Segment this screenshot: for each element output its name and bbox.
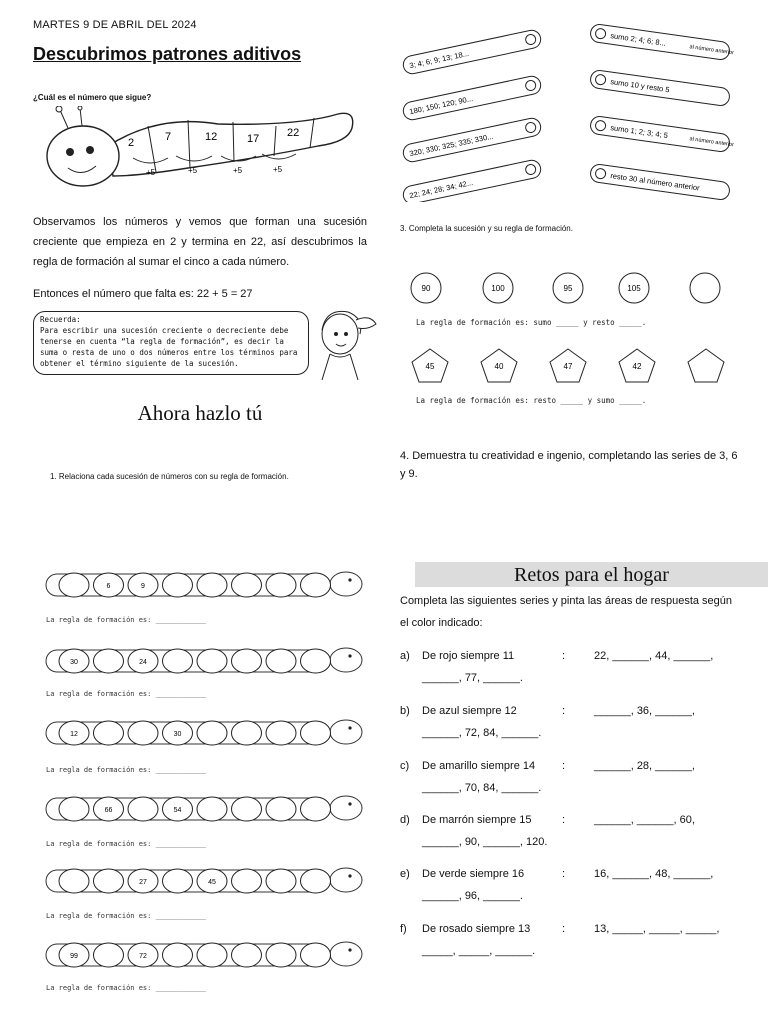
rule-text: sumo 10 y resto 5	[609, 77, 671, 95]
worm-5	[42, 862, 366, 902]
animal-eye	[348, 948, 351, 951]
retos-exercise	[400, 755, 745, 799]
caterpillar-number: 2	[128, 137, 135, 149]
sequence-text: 3; 4; 6; 9; 13; 18...	[408, 48, 470, 71]
worm-circle	[266, 869, 296, 893]
worm-circle	[94, 943, 124, 967]
worm-circle	[301, 797, 331, 821]
recuerda-title: Recuerda:	[40, 315, 81, 324]
worm-circle	[197, 721, 227, 745]
worm-circle	[266, 943, 296, 967]
exercise-line-2: ______, 72, 84, ______.	[422, 727, 542, 739]
circle-value: 105	[627, 284, 641, 293]
worm-circle	[163, 649, 193, 673]
worm-circle	[232, 943, 262, 967]
rule-text: resto 30 al número anterior	[609, 171, 701, 193]
worm-rule: La regla de formación es: ____________	[46, 616, 207, 624]
exercise-name: De amarillo siempre 14	[422, 760, 536, 772]
worm-circle	[266, 649, 296, 673]
exercise-letter: e)	[400, 868, 410, 880]
missing-number-text: Entonces el número que falta es: 22 + 5 = 27	[33, 288, 253, 300]
worm-circle	[59, 797, 89, 821]
pentagon-sequence	[412, 349, 724, 382]
rule-pill	[589, 69, 730, 106]
circle-rule: La regla de formación es: sumo _____ y resto _____.	[416, 318, 647, 327]
retos-exercise	[400, 863, 745, 907]
worm-circle	[197, 649, 227, 673]
worm-circle	[197, 797, 227, 821]
pentagon-value: 47	[563, 362, 573, 371]
caterpillar-number: 17	[247, 133, 260, 145]
animal-head-icon	[330, 868, 362, 892]
worm-rule: La regla de formación es: ____________	[46, 690, 207, 698]
worm-value: 66	[104, 807, 113, 814]
worm-circle	[197, 573, 227, 597]
exercise-line-2: ______, 90, ______, 120.	[422, 836, 548, 848]
worm-circle	[94, 649, 124, 673]
worm-4	[42, 790, 366, 830]
plus-label: +5	[233, 166, 243, 175]
animal-eye	[348, 874, 351, 877]
worm-value: 24	[139, 659, 147, 666]
girl-illustration	[312, 300, 382, 382]
exercise-4-instruction: 4. Demuestra tu creatividad e ingenio, completando las series de 3, 6 y 9.	[400, 450, 738, 480]
worm-circle	[301, 721, 331, 745]
worm-circle	[59, 869, 89, 893]
worm-value: 30	[70, 659, 78, 666]
worm-circle	[128, 797, 158, 821]
rule-subtext: al número anterior	[689, 44, 735, 57]
recuerda-bubble	[33, 311, 309, 375]
exercise-line-1: ______, ______, 60,	[594, 814, 695, 826]
sequence-text: 320; 330; 325; 335; 330...	[408, 131, 495, 159]
retos-exercise	[400, 645, 745, 689]
exercise-name: De azul siempre 12	[422, 705, 517, 717]
sequence-pill	[402, 75, 543, 122]
plus-label: +5	[273, 165, 283, 174]
exercise-letter: a)	[400, 650, 410, 662]
animal-head-icon	[330, 942, 362, 966]
worm-6	[42, 936, 366, 976]
worm-circle	[163, 573, 193, 597]
animal-eye	[348, 726, 351, 729]
exercise-name: De marrón siempre 15	[422, 814, 532, 826]
worm-circle	[94, 869, 124, 893]
worm-rule: La regla de formación es: ____________	[46, 840, 207, 848]
worm-value: 72	[139, 953, 147, 960]
rule-subtext: al número anterior	[689, 136, 735, 149]
exercise-letter: c)	[400, 760, 410, 772]
worm-circle	[301, 649, 331, 673]
worm-circle	[232, 797, 262, 821]
pentagon-value: 45	[425, 362, 435, 371]
exercise-letter: f)	[400, 923, 407, 935]
worm-rule: La regla de formación es: ____________	[46, 766, 207, 774]
question-label: ¿Cuál es el número que sigue?	[33, 93, 152, 102]
retos-exercise	[400, 809, 745, 853]
worm-value: 99	[70, 953, 78, 960]
exercise-line-2: _____, _____, ______.	[422, 945, 536, 957]
worm-circle	[266, 797, 296, 821]
sequence-pill	[402, 117, 543, 164]
animal-eye	[348, 654, 351, 657]
recuerda-text: Para escribir una sucesión creciente o decreciente debe tenerse en cuenta “la regla de formación”, es decir la suma o resta de uno o dos números entre los términos para obtener el término siguiente de la sucesión.	[40, 326, 298, 368]
pentagon-value: 42	[632, 362, 642, 371]
exercise-name: De rojo siempre 11	[422, 650, 515, 662]
worm-value: 54	[173, 807, 182, 814]
worm-circle	[59, 573, 89, 597]
exercise-colon: :	[562, 868, 566, 880]
worm-1	[42, 566, 366, 606]
exercise-line-1: ______, 36, ______,	[594, 705, 695, 717]
sequence-text: 22; 24; 28; 34; 42...	[408, 177, 474, 201]
plus-label: +5	[188, 166, 198, 175]
exercise-colon: :	[562, 650, 566, 662]
exercise-letter: b)	[400, 705, 410, 717]
rule-text: sumo 1; 2; 3; 4; 5	[609, 123, 669, 141]
plus-label: +5	[146, 168, 156, 177]
worm-3	[42, 714, 366, 754]
worm-circle	[301, 573, 331, 597]
worm-circle	[163, 869, 193, 893]
exercise-colon: :	[562, 760, 566, 772]
worm-circle	[163, 943, 193, 967]
worm-value: 27	[139, 879, 147, 886]
worm-value: 9	[141, 583, 145, 590]
exercise-line-1: 22, ______, 44, ______,	[594, 650, 714, 662]
animal-head-icon	[330, 648, 362, 672]
worm-circle	[232, 721, 262, 745]
circle-value: 100	[491, 284, 505, 293]
worm-circle	[266, 721, 296, 745]
circle-value: 95	[563, 284, 573, 293]
page-title: Descubrimos patrones aditivos	[33, 44, 302, 64]
worm-circle	[232, 869, 262, 893]
worm-value: 12	[70, 731, 78, 738]
worm-circle	[301, 869, 331, 893]
exercise-1-instruction: 1. Relaciona cada sucesión de números con su regla de formación.	[50, 472, 289, 481]
worm-circle	[128, 721, 158, 745]
worm-value: 30	[173, 731, 182, 738]
retos-intro: Completa las siguientes series y pinta las áreas de respuesta según el color indicado:	[400, 595, 733, 629]
sequence-pill	[402, 29, 543, 76]
pentagon-rule: La regla de formación es: resto _____ y sumo _____.	[416, 396, 647, 405]
sequence-pill	[402, 159, 543, 202]
retos-exercise	[400, 700, 745, 744]
pentagon-value: 40	[494, 362, 504, 371]
exercise-3-instruction: 3. Completa la sucesión y su regla de formación.	[400, 224, 573, 233]
exercise-line-2: ______, 70, 84, ______.	[422, 782, 542, 794]
rule-text: sumo 2; 4; 6; 8...	[609, 31, 667, 48]
retos-heading: Retos para el hogar	[415, 562, 768, 587]
circle-sequence	[411, 273, 720, 303]
caterpillar-illustration	[38, 106, 358, 194]
caterpillar-number: 22	[287, 127, 300, 139]
animal-eye	[348, 802, 351, 805]
worm-2	[42, 642, 366, 682]
animal-head-icon	[330, 572, 362, 596]
caterpillar-number: 7	[165, 131, 172, 143]
worm-value: 45	[208, 879, 216, 886]
worm-circle	[232, 573, 262, 597]
exercise-colon: :	[562, 814, 566, 826]
caterpillar-number: 12	[205, 131, 218, 143]
animal-eye	[348, 578, 351, 581]
worm-circle	[301, 943, 331, 967]
exercise-colon: :	[562, 923, 566, 935]
matching-pills	[398, 10, 743, 202]
exercise-name: De verde siempre 16	[422, 868, 525, 880]
animal-head-icon	[330, 720, 362, 744]
exercise-line-2: ______, 77, ______.	[422, 672, 523, 684]
explanation-text: Observamos los números y vemos que forman una sucesión creciente que empieza en 2 y termina en 22, así descubrimos la regla de formación al sumar el cinco a cada número.	[33, 216, 367, 268]
worm-circle	[94, 721, 124, 745]
exercise-line-1: ______, 28, ______,	[594, 760, 695, 772]
sequence-text: 180; 150; 120; 90...	[408, 93, 474, 117]
date-header: MARTES 9 DE ABRIL DEL 2024	[33, 19, 197, 31]
retos-exercise	[400, 918, 745, 962]
worm-rule: La regla de formación es: ____________	[46, 912, 207, 920]
sequence-circle-empty	[690, 273, 720, 303]
worm-rule: La regla de formación es: ____________	[46, 984, 207, 992]
rule-pill	[589, 115, 735, 153]
ahora-heading: Ahora hazlo tú	[137, 401, 263, 425]
rule-pill	[589, 23, 735, 61]
circle-value: 90	[421, 284, 431, 293]
worm-circle	[232, 649, 262, 673]
worm-circle	[266, 573, 296, 597]
exercise-letter: d)	[400, 814, 410, 826]
exercise-name: De rosado siempre 13	[422, 923, 531, 935]
rule-pill	[589, 163, 730, 200]
animal-head-icon	[330, 796, 362, 820]
sequence-shapes	[400, 265, 740, 405]
exercise-line-1: 16, ______, 48, ______,	[594, 868, 714, 880]
worm-value: 6	[106, 583, 111, 590]
exercise-line-1: 13, _____, _____, _____,	[594, 923, 720, 935]
exercise-line-2: ______, 96, ______.	[422, 890, 523, 902]
pill-outline	[402, 29, 543, 76]
sequence-pentagon-empty	[688, 349, 724, 382]
exercise-colon: :	[562, 705, 566, 717]
worm-circle	[197, 943, 227, 967]
